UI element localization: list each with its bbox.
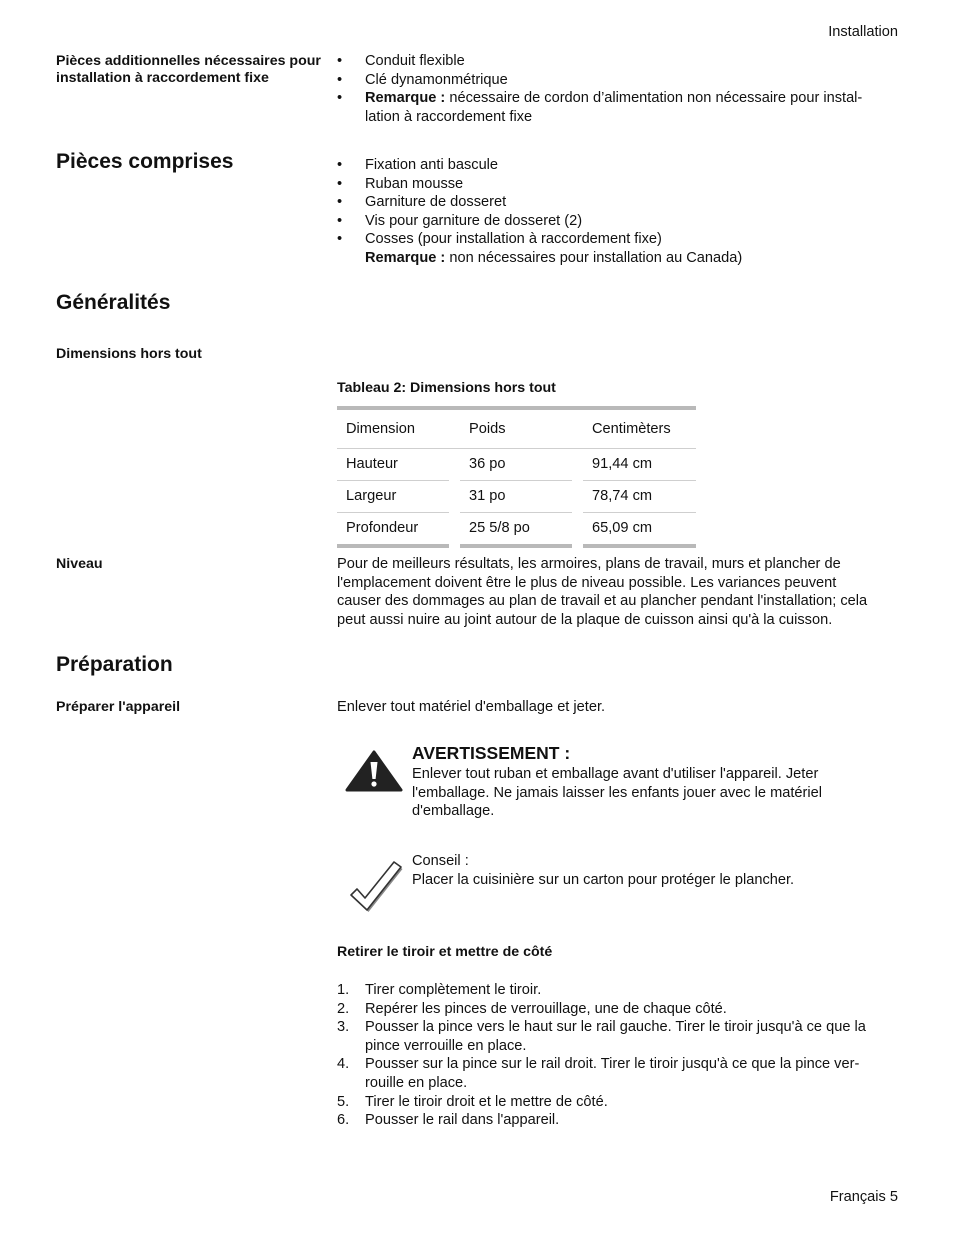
- list-item: 4. Pousser sur la pince sur le rail droit. Tirer le tiroir jusqu'à ce que la pince ver- rouille en place.: [337, 1056, 860, 1091]
- checkmark-icon: [345, 858, 405, 914]
- warning-text: [412, 765, 892, 821]
- table-cell: 78,74 cm: [592, 488, 653, 504]
- drawer-steps-list: [337, 981, 907, 1130]
- warning-title: AVERTISSEMENT :: [412, 743, 571, 763]
- list-item: 5. Tirer le tiroir droit et le mettre de côté.: [337, 1093, 608, 1110]
- niveau-label: Niveau: [56, 556, 103, 572]
- table-header-cell: Centimèters: [592, 421, 671, 437]
- table-cell: 25 5/8 po: [469, 520, 530, 536]
- prepare-appliance-label: Préparer l'appareil: [56, 699, 181, 715]
- list-item: • Conduit flexible: [337, 53, 465, 69]
- paragraph-line: causer des dommages au plan de travail et au plancher pendant l'installation; cela: [337, 593, 868, 610]
- dimensions-table: [337, 406, 696, 545]
- drawer-subheading: Retirer le tiroir et mettre de côté: [337, 944, 553, 960]
- preparation-heading: Préparation: [56, 653, 173, 676]
- additional-parts-list: [337, 52, 907, 126]
- table-caption: Tableau 2: Dimensions hors tout: [337, 380, 556, 396]
- list-item: • Vis pour garniture de dosseret (2): [337, 212, 583, 229]
- tip-title: Conseil :: [412, 853, 469, 869]
- table-cell: 91,44 cm: [592, 456, 653, 472]
- table-header-row: [337, 410, 696, 448]
- paragraph-line: l'emplacement doivent être le plus de niveau possible. Les variances peuvent: [337, 574, 837, 591]
- table-header-cell: Poids: [469, 421, 506, 437]
- list-item: • Garniture de dosseret: [337, 194, 507, 211]
- prepare-appliance-text: Enlever tout matériel d'emballage et jeter.: [337, 699, 606, 715]
- table-cell: Profondeur: [346, 520, 419, 536]
- paragraph-line: peut aussi nuire au joint autour de la plaque de cuisson ainsi qu'à la cuisson.: [337, 611, 833, 628]
- additional-parts-label: Pièces additionnelles nécessaires pour installation à raccordement fixe: [56, 53, 321, 86]
- list-item: • Cosses (pour installation à raccordement fixe): [337, 231, 662, 248]
- running-header: Installation: [828, 24, 898, 40]
- list-item: 3. Pousser la pince vers le haut sur le rail gauche. Tirer le tiroir jusqu'à ce que la pince verrouille en place.: [337, 1019, 866, 1054]
- list-item: 1. Tirer complètement le tiroir.: [337, 982, 542, 998]
- tip-text: Placer la cuisinière sur un carton pour protéger le plancher.: [412, 872, 795, 888]
- niveau-paragraph: [337, 555, 917, 629]
- table-row: [337, 449, 696, 480]
- table-cell: Largeur: [346, 488, 397, 504]
- page-number: Français 5: [829, 1189, 898, 1205]
- parts-included-heading: Pièces comprises: [56, 150, 234, 173]
- paragraph-line: l'emballage. Ne jamais laisser les enfants jouer avec le matériel: [412, 784, 822, 801]
- parts-included-list: [337, 156, 907, 268]
- paragraph-line: Pour de meilleurs résultats, les armoires, plans de travail, murs et plancher de: [337, 556, 841, 572]
- paragraph-line: d'emballage.: [412, 803, 495, 820]
- list-item: 6. Pousser le rail dans l'appareil.: [337, 1112, 560, 1129]
- table-row: [337, 481, 696, 512]
- list-item: • Clé dynamonmétrique: [337, 71, 508, 88]
- warning-icon: [345, 750, 403, 792]
- generalites-heading: Généralités: [56, 291, 171, 314]
- table-cell: Hauteur: [346, 456, 398, 472]
- dimensions-label: Dimensions hors tout: [56, 346, 202, 362]
- table-cell: 31 po: [469, 488, 506, 504]
- paragraph-line: Enlever tout ruban et emballage avant d'utiliser l'appareil. Jeter: [412, 766, 819, 782]
- table-bottom-rule: [337, 544, 696, 545]
- table-cell: 65,09 cm: [592, 520, 653, 536]
- table-cell: 36 po: [469, 456, 506, 472]
- table-header-cell: Dimension: [346, 421, 415, 437]
- table-row: [337, 513, 696, 544]
- parts-included-note: Remarque : non nécessaires pour installation au Canada): [365, 249, 743, 266]
- list-item: • Remarque : nécessaire de cordon d’alimentation non nécessaire pour instal- lation à raccordement fixe: [337, 90, 863, 125]
- list-item: 2. Repérer les pinces de verrouillage, une de chaque côté.: [337, 1000, 727, 1017]
- list-item: • Fixation anti bascule: [337, 157, 499, 173]
- list-item: • Ruban mousse: [337, 175, 464, 192]
